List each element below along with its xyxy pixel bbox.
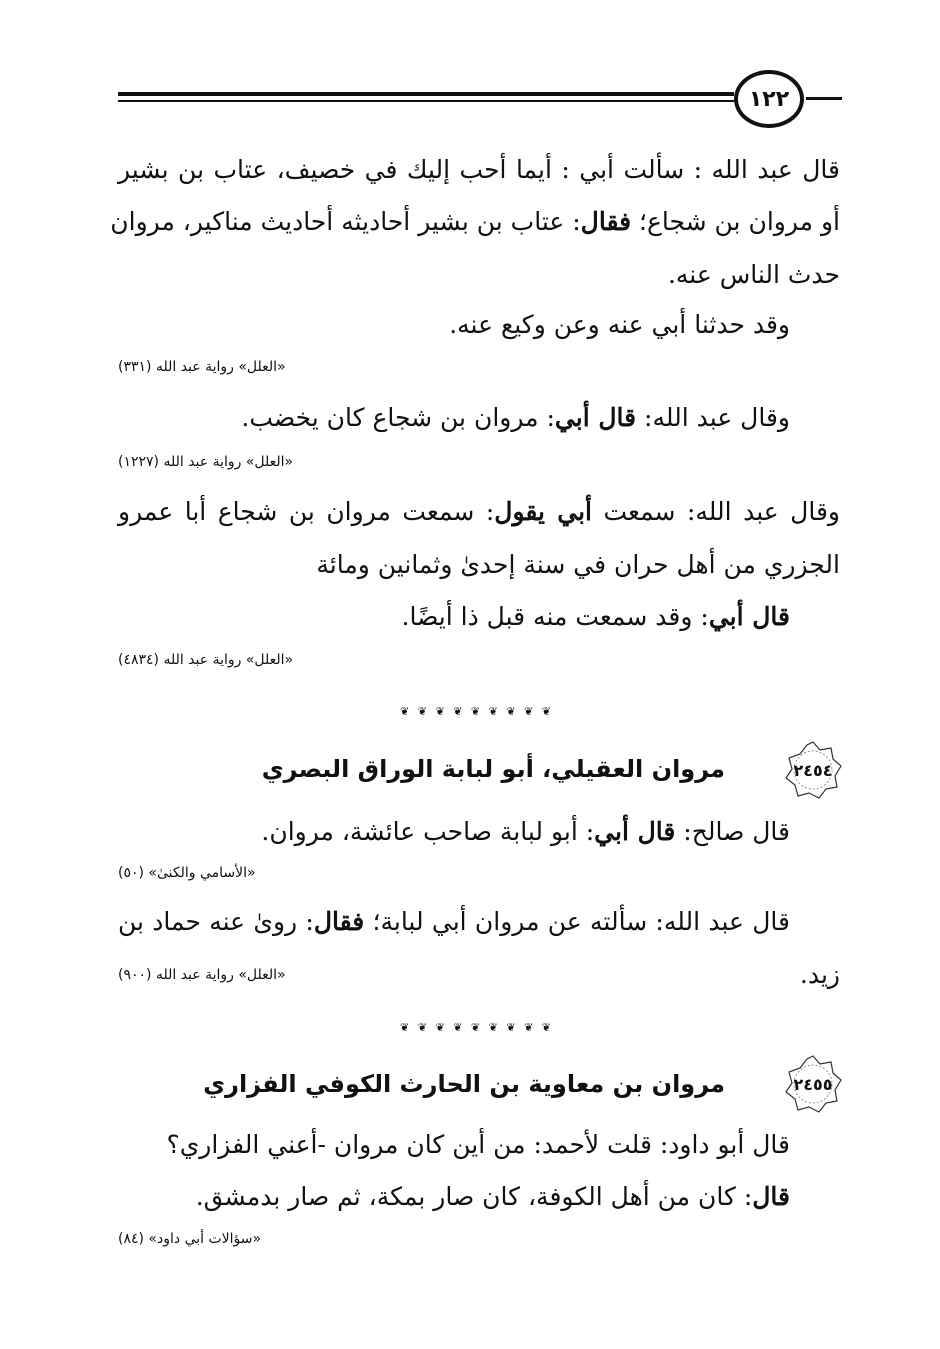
ornament-divider: ❦ ❦ ❦ ❦ ❦ ❦ ❦ ❦ ❦ (400, 1020, 550, 1034)
source-citation: «الأسامي والكنىٰ» (٥٠) (118, 865, 256, 881)
page-number: ١٢٢ (734, 70, 804, 128)
entry-heading: مروان العقيلي، أبو لبابة الوراق البصري (261, 755, 725, 783)
text-line: قال أبو داود: قلت لأحمد: من أين كان مروان -أعني الفزاري؟ (166, 1130, 790, 1159)
text-line: أو مروان بن شجاع؛ فقال: عتاب بن بشير أحاديثه أحاديث مناكير، مروان (110, 207, 840, 236)
text-line: قال عبد الله : سألت أبي : أيما أحب إليك في خصيف، عتاب بن بشير (118, 155, 840, 184)
source-citation: «العلل» رواية عبد الله (٣٣١) (118, 359, 286, 375)
source-citation: «العلل» رواية عبد الله (٤٨٣٤) (118, 652, 294, 668)
source-citation: «سؤالات أبي داود» (٨٤) (118, 1231, 262, 1247)
text-line: قال عبد الله: سألته عن مروان أبي لبابة؛ فقال: روىٰ عنه حماد بن (118, 907, 791, 936)
text-line: قال: كان من أهل الكوفة، كان صار بمكة، ثم صار بدمشق. (195, 1182, 790, 1211)
header-rule-thin (118, 100, 734, 102)
text-line: حدث الناس عنه. (667, 260, 840, 289)
entry-number: ٢٤٥٥ (793, 1074, 833, 1094)
header-rule-right (806, 97, 842, 100)
text-line: قال صالح: قال أبي: أبو لبابة صاحب عائشة، مروان. (261, 817, 790, 846)
text-line: الجزري من أهل حران في سنة إحدىٰ وثمانين ومائة (316, 550, 840, 579)
text-line: زيد. (799, 960, 840, 989)
source-citation: «العلل» رواية عبد الله (٩٠٠) (118, 967, 286, 983)
text-line: وقال عبد الله: قال أبي: مروان بن شجاع كان يخضب. (241, 403, 790, 432)
entry-number: ٢٤٥٤ (793, 760, 833, 780)
header-rule-thick (118, 92, 734, 96)
text-line: وقال عبد الله: سمعت أبي يقول: سمعت مروان بن شجاع أبا عمرو (118, 497, 840, 526)
entry-heading: مروان بن معاوية بن الحارث الكوفي الفزاري (203, 1070, 725, 1098)
text-line: قال أبي: وقد سمعت منه قبل ذا أيضًا. (401, 602, 790, 631)
ornament-divider: ❦ ❦ ❦ ❦ ❦ ❦ ❦ ❦ ❦ (400, 704, 550, 718)
entry-number-badge (783, 1054, 843, 1114)
source-citation: «العلل» رواية عبد الله (١٢٢٧) (118, 454, 294, 470)
entry-number-badge (783, 740, 843, 800)
text-line: وقد حدثنا أبي عنه وعن وكيع عنه. (449, 310, 790, 339)
